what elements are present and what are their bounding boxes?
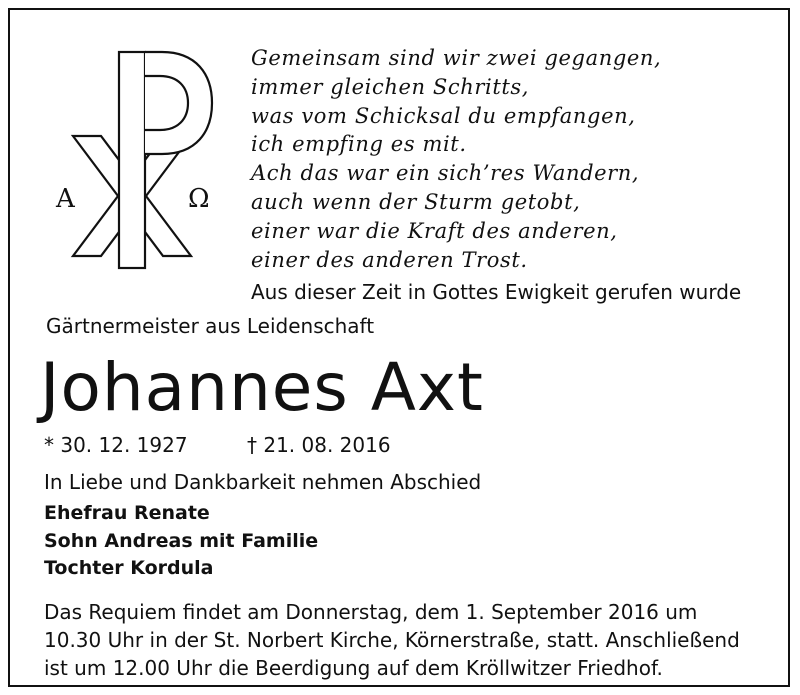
mourner: Sohn Andreas mit Familie [44, 529, 319, 552]
farewell-line: In Liebe und Dankbarkeit nehmen Abschied [44, 470, 482, 494]
called-line: Aus dieser Zeit in Gottes Ewigkeit gerufen wurde [251, 280, 742, 304]
chi-rho-icon [40, 40, 230, 270]
birth-date: * 30. 12. 1927 [44, 433, 188, 457]
poem-line: einer des anderen Trost. [251, 247, 528, 272]
mourner: Ehefrau Renate [44, 502, 210, 524]
omega-icon: Ω [188, 184, 210, 214]
poem-line: einer war die Kraft des anderen, [251, 218, 618, 243]
poem [251, 44, 661, 274]
poem-line: was vom Schicksal du empfangen, [251, 103, 636, 128]
poem-line: auch wenn der Sturm getobt, [251, 189, 581, 214]
poem-line: immer gleichen Schritts, [251, 74, 530, 99]
mourners-list [44, 500, 318, 583]
alpha-icon: A [56, 184, 75, 214]
death-date: † 21. 08. 2016 [247, 433, 391, 457]
poem-line: ich empfing es mit. [251, 132, 467, 157]
mourner: Tochter Kordula [44, 557, 214, 579]
notice-line: Das Requiem findet am Donnerstag, dem 1. September 2016 um [44, 600, 698, 624]
profession: Gärtnermeister aus Leidenschaft [46, 314, 375, 338]
poem-line: Gemeinsam sind wir zwei gegangen, [251, 46, 662, 70]
funeral-notice [44, 598, 740, 682]
deceased-name: Johannes Axt [40, 349, 484, 426]
poem-line: Ach das war ein sich’res Wandern, [251, 161, 640, 186]
notice-line: ist um 12.00 Uhr die Beerdigung auf dem Kröllwitzer Friedhof. [44, 656, 663, 680]
notice-line: 10.30 Uhr in der St. Norbert Kirche, Körnerstraße, statt. Anschließend [44, 628, 740, 652]
obituary-frame [8, 8, 790, 687]
